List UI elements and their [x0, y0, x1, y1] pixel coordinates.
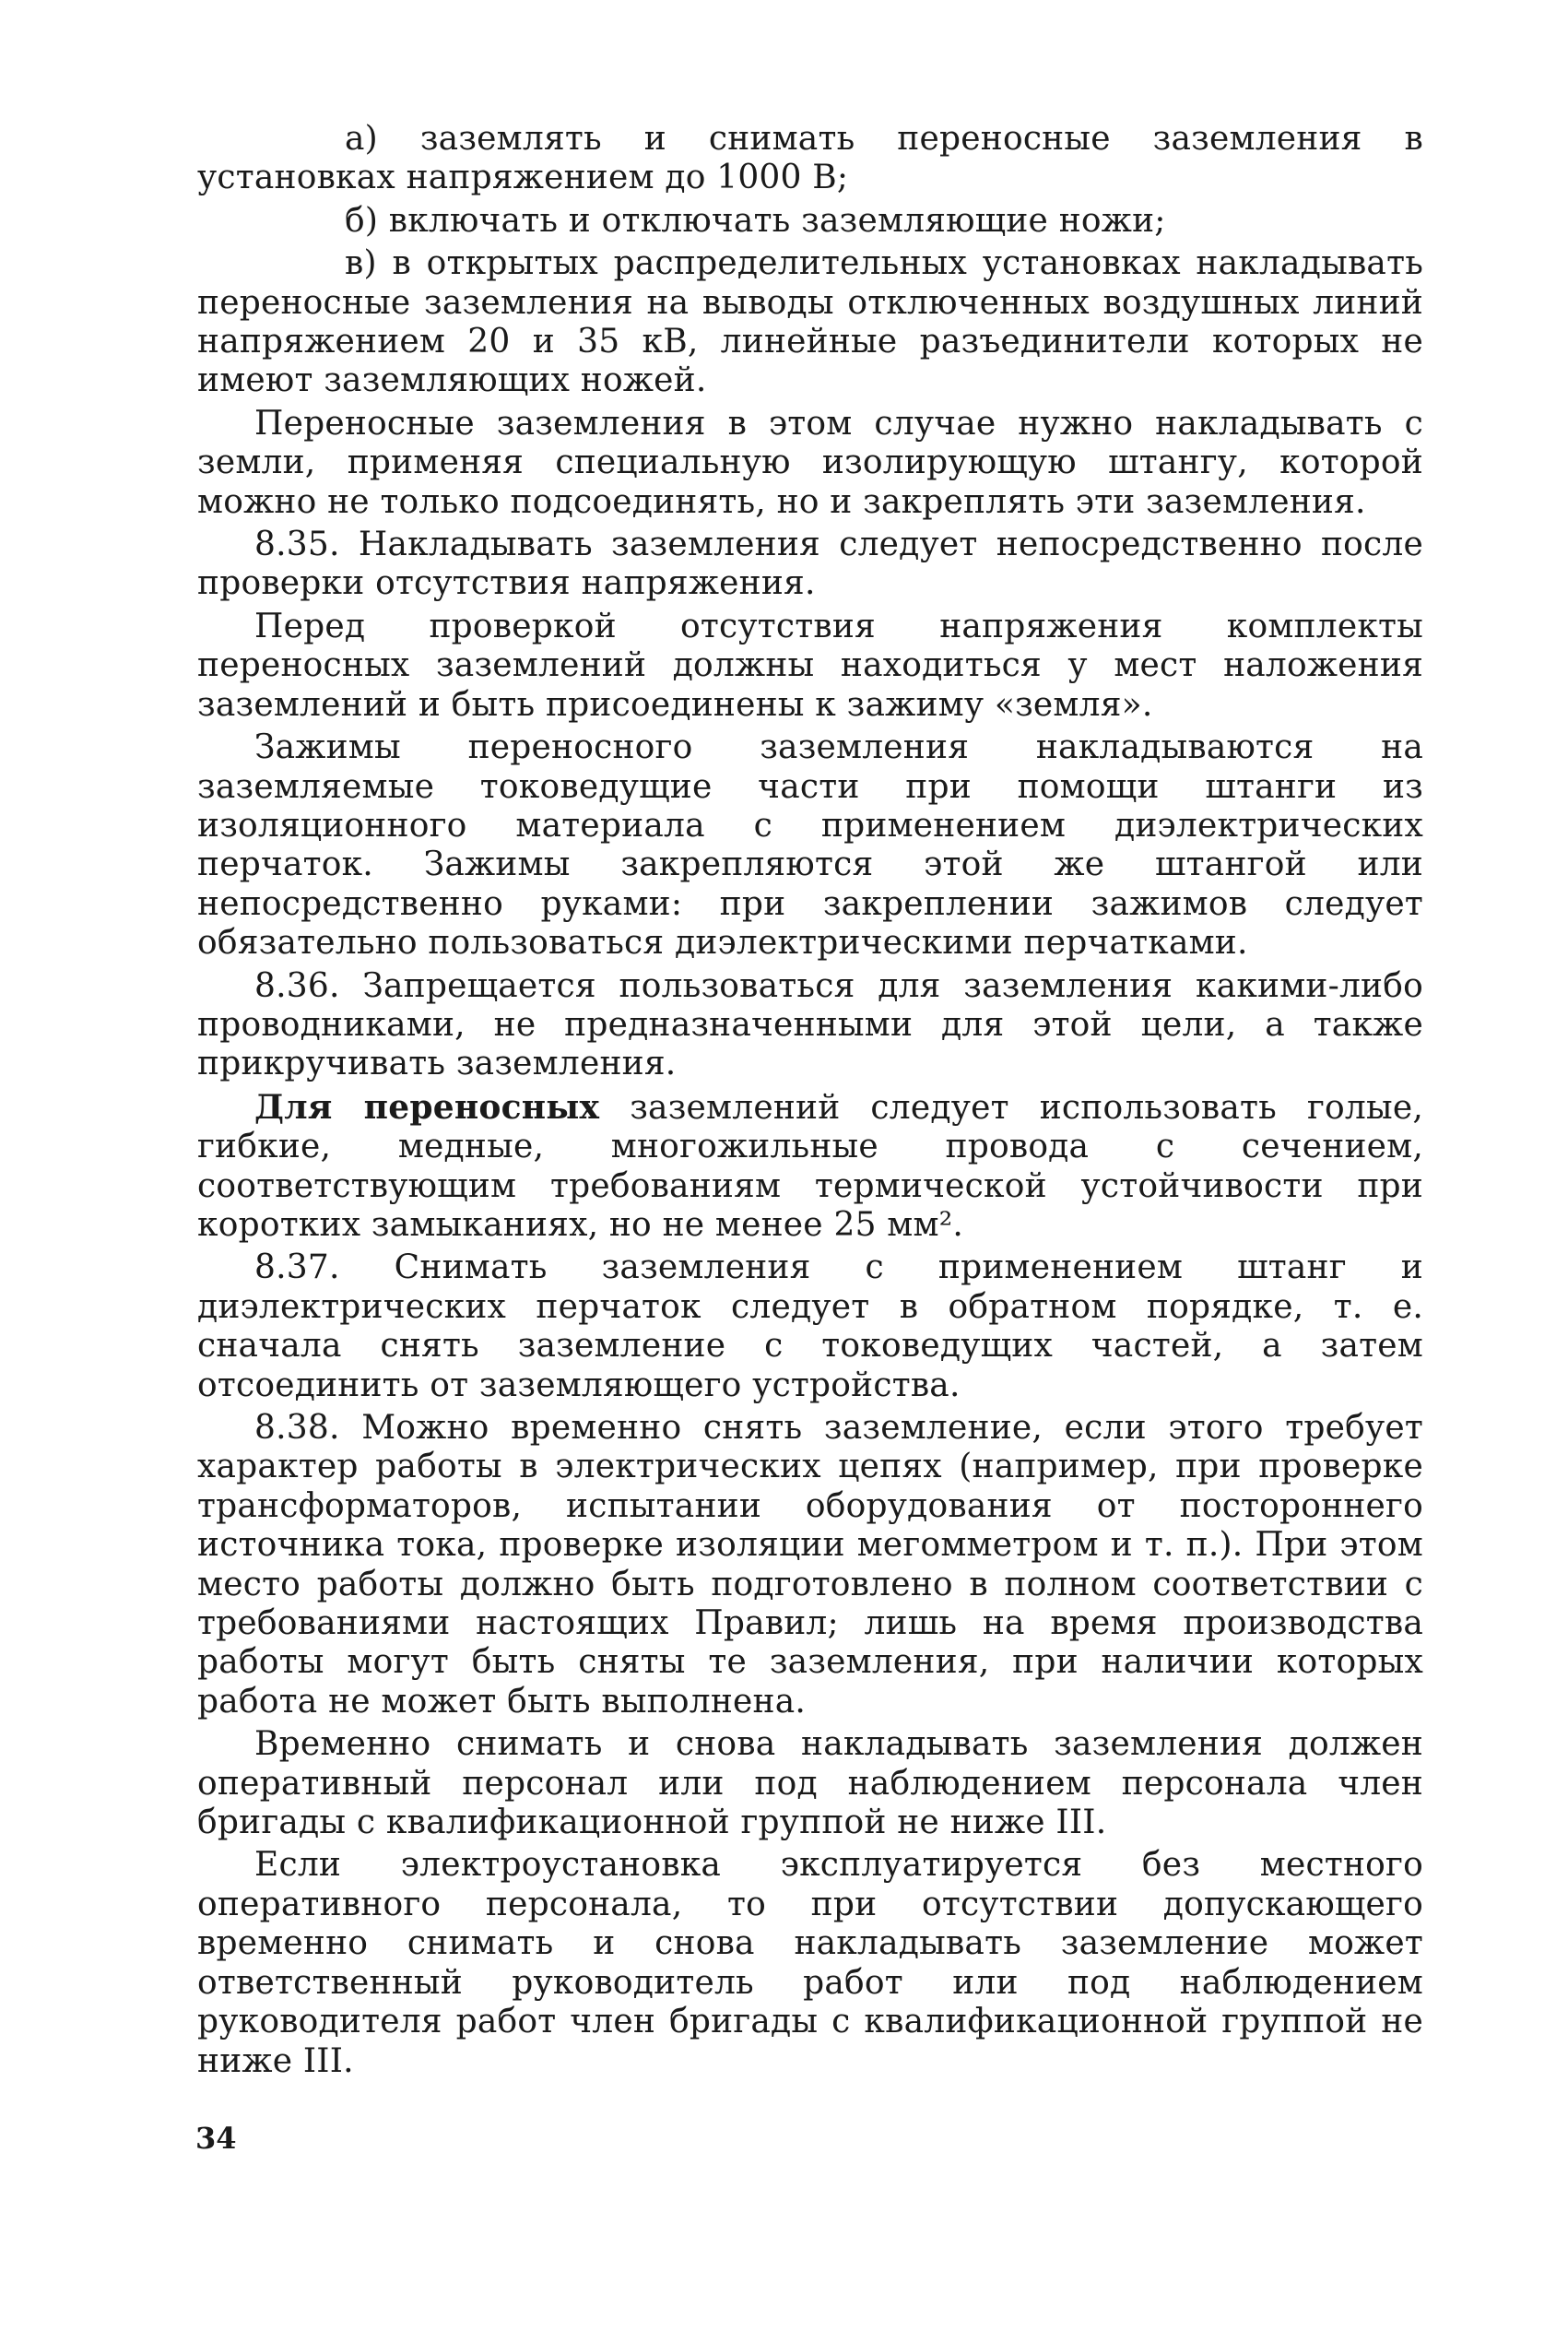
- section-number: 8.37.: [254, 1248, 340, 1287]
- page-number: 34: [195, 2121, 237, 2156]
- section-8-36: [197, 967, 1423, 1084]
- paragraph-before-voltage-check: Перед проверкой отсутствия напряжения комплекты переносных заземлений должны находиться у мест наложения заземлений и быть присоединены к зажиму «земля».: [197, 607, 1423, 724]
- section-text: Накладывать заземления следует непосредственно после проверки отсутствия напряжения.: [197, 526, 1423, 603]
- section-number: 8.35.: [254, 526, 340, 564]
- paragraph-portable-grounding-from-ground: Переносные заземления в этом случае нужно накладывать с земли, применяя специальную изолирующую штангу, которой можно не только подсоединять, но и закреплять эти заземления.: [197, 404, 1423, 521]
- paragraph-clamps: Зажимы переносного заземления накладываются на заземляемые токоведущие части при помощи штанги из изоляционного материала с применением диэлектрических перчаток. Зажимы закрепляются этой же штангой или непосредственно руками: при закреплении зажимов следует обязательно пользоваться диэлектрическими перчатками.: [197, 728, 1423, 963]
- list-item-b: б) включать и отключать заземляющие ножи;: [345, 201, 1166, 240]
- page-body-text: [197, 120, 1423, 2085]
- section-8-35: [197, 526, 1423, 604]
- section-8-38: [197, 1409, 1423, 1721]
- paragraph-no-local-personnel: Если электроустановка эксплуатируется без местного оперативного персонала, то при отсутствии допускающего временно снимать и снова накладывать заземление может ответственный руководитель работ или под наблюдением руководителя работ член бригады с квалификационной группой не ниже III.: [197, 1846, 1423, 2080]
- section-text: Запрещается пользоваться для заземления какими-либо проводниками, не предназначенными для этой цели, а также прикручивать заземления.: [197, 966, 1423, 1083]
- section-8-37: [197, 1248, 1423, 1405]
- bold-lead-text: Для переносных: [254, 1087, 600, 1127]
- section-number: 8.36.: [254, 966, 340, 1005]
- paragraph-temporary-removal: Временно снимать и снова накладывать заземления должен оперативный персонал или под наблюдением персонала член бригады с квалификационной группой не ниже III.: [197, 1725, 1423, 1842]
- section-text: Можно временно снять заземление, если этого требует характер работы в электрических цепях (например, при проверке трансформаторов, испытании оборудования от постороннего источника тока, проверке изоляции мегомметром и т. п.). При этом место работы должно быть подготовлено в полном соответствии с требованиями настоящих Правил; лишь на время производства работы могут быть сняты те заземления, при наличии которых работа не может быть выполнена.: [197, 1409, 1423, 1721]
- list-item-c: в) в открытых распределительных установках накладывать переносные заземления на выводы отключенных воздушных линий напряжением 20 и 35 кВ, линейные разъединители которых не имеют заземляющих ножей.: [197, 244, 1423, 400]
- list-item-a: а) заземлять и снимать переносные заземления в установках напряжением до 1000 В;: [197, 120, 1423, 197]
- section-number: 8.38.: [254, 1409, 340, 1447]
- paragraph-text: заземлений следует использовать голые, гибкие, медные, многожильные провода с сечением, соответствующим требованиям термической устойчивости при коротких замыканиях, но не менее 25 мм².: [197, 1088, 1423, 1244]
- paragraph-wire-requirements: [197, 1088, 1423, 1246]
- section-text: Снимать заземления с применением штанг и диэлектрических перчаток следует в обратном порядке, т. е. сначала снять заземление с токоведущих частей, а затем отсоединить от заземляющего устройства.: [197, 1248, 1423, 1404]
